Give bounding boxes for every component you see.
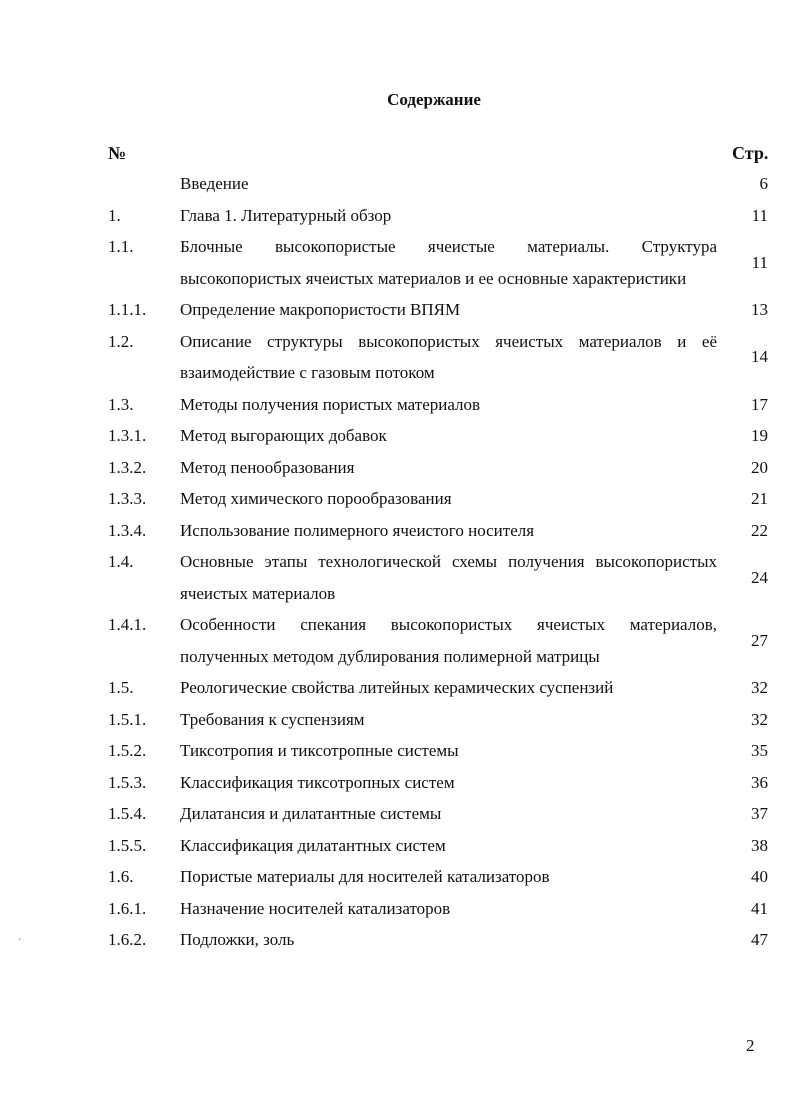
toc-entry[interactable] [108, 452, 772, 484]
toc-entry[interactable] [108, 672, 772, 704]
toc-entry-page: 47 [751, 930, 768, 949]
toc-entry-title: Определение макропористости ВПЯМ [180, 300, 461, 319]
page-column-header: Стр. [732, 143, 769, 163]
toc-entry-page: 32 [751, 678, 768, 697]
toc-entry-title: Глава 1. Литературный обзор [180, 205, 392, 225]
toc-entry-page: 20 [751, 457, 768, 477]
toc-entry-number: 1.5.2. [108, 741, 147, 760]
toc-entry-title: Классификация тиксотропных систем [180, 772, 455, 792]
page-title: Содержание [387, 90, 481, 109]
toc-entry-number: 1.6.1. [108, 898, 147, 918]
toc-entry-title: Метод химического порообразования [180, 489, 452, 508]
number-column-header: № [108, 143, 127, 163]
toc-entry-title: Требования к суспензиям [180, 709, 365, 729]
toc-entry-page: 24 [751, 567, 768, 587]
toc-entry-number: 1.1. [108, 237, 134, 256]
scan-speck: ´ [18, 938, 22, 949]
toc-entry-page: 41 [751, 898, 768, 918]
toc-entry-number: 1.5.3. [108, 772, 147, 792]
toc-entry-title: Назначение носителей катализаторов [180, 898, 451, 918]
toc-entry-title: Пористые материалы для носителей катализаторов [180, 867, 550, 886]
toc-entry-page: 17 [751, 394, 768, 414]
toc-entry-number: 1.5. [108, 678, 134, 697]
toc-entry-number: 1.6.2. [108, 930, 147, 949]
toc-entry-number: 1.1.1. [108, 300, 147, 319]
toc-entry-number: 1.5.4. [108, 804, 147, 823]
toc-entry-page: 22 [751, 520, 768, 540]
toc-entry-page: 11 [751, 252, 768, 272]
toc-entry-number: 1.4.1. [108, 615, 147, 634]
toc-entry-title: Метод выгорающих добавок [180, 426, 387, 445]
toc-entry-title: Метод пенообразования [180, 457, 355, 477]
toc-entry-number: 1.3.3. [108, 489, 147, 508]
toc-entry[interactable] [108, 924, 772, 956]
toc-entry-page: 32 [751, 709, 768, 729]
toc-entry-page: 21 [751, 489, 768, 508]
toc-entry-title: Основные этапы технологической схемы получения высокопористых ячеистых материалов [180, 552, 717, 603]
toc-entry-number: 1.5.1. [108, 709, 147, 729]
toc-entry[interactable] [108, 326, 772, 389]
toc-entry-number: 1.3. [108, 394, 134, 414]
toc-entry-title: Методы получения пористых материалов [180, 394, 481, 414]
toc-entry[interactable] [108, 546, 772, 609]
toc-entry[interactable] [108, 168, 772, 200]
page-number: 2 [746, 1036, 755, 1055]
toc-entry-page: 38 [751, 835, 768, 855]
toc-entry[interactable] [108, 735, 772, 767]
toc-entry-page: 37 [751, 804, 768, 823]
toc-entry-page: 36 [751, 772, 768, 792]
toc-entry-number: 1.2. [108, 331, 134, 351]
toc-entry-title: Подложки, золь [180, 930, 295, 949]
toc-entry[interactable] [108, 830, 772, 862]
toc-entry-page: 40 [751, 867, 768, 886]
toc-entry[interactable] [108, 420, 772, 452]
toc-entry-title: Тиксотропия и тиксотропные системы [180, 741, 459, 760]
toc-entry-title: Описание структуры высокопористых ячеистых материалов и её взаимодействие с газовым потоком [180, 331, 717, 382]
toc-entry-number [108, 168, 180, 200]
toc-entry-page: 11 [751, 205, 768, 225]
toc-entry-title: Дилатансия и дилатантные системы [180, 804, 442, 823]
toc-entry-page: 6 [759, 174, 768, 193]
toc-entry-page: 35 [751, 741, 768, 760]
toc-entry[interactable] [108, 704, 772, 736]
toc-entry[interactable] [108, 231, 772, 294]
toc-entry-number: 1.3.2. [108, 457, 147, 477]
toc-entry-number: 1.5.5. [108, 835, 147, 855]
toc-entry-title: Классификация дилатантных систем [180, 835, 446, 855]
toc-entry-page: 13 [751, 300, 768, 319]
toc-entry-number: 1. [108, 205, 121, 225]
toc-entry-number: 1.4. [108, 552, 134, 571]
toc-entry-title: Блочные высокопористые ячеистые материалы. Структура высокопористых ячеистых материалов и ее основные характеристики [180, 237, 717, 288]
toc-entry[interactable] [108, 798, 772, 830]
toc-entry-page: 19 [751, 426, 768, 445]
toc-entry-title: Использование полимерного ячеистого носителя [180, 520, 535, 540]
toc-entry[interactable] [108, 609, 772, 672]
toc-entry[interactable] [108, 389, 772, 421]
table-of-contents [108, 168, 772, 956]
toc-entry-page: 27 [751, 630, 768, 650]
toc-entry-title: Особенности спекания высокопористых ячеистых материалов, полученных методом дублирования полимерной матрицы [180, 615, 717, 666]
toc-entry-number: 1.3.1. [108, 426, 147, 445]
toc-entry[interactable] [108, 767, 772, 799]
toc-entry[interactable] [108, 483, 772, 515]
toc-entry[interactable] [108, 893, 772, 925]
toc-entry[interactable] [108, 294, 772, 326]
toc-entry[interactable] [108, 515, 772, 547]
toc-entry-number: 1.6. [108, 867, 134, 886]
toc-entry-number: 1.3.4. [108, 520, 147, 540]
toc-entry[interactable] [108, 200, 772, 232]
toc-entry-title: Реологические свойства литейных керамических суспензий [180, 678, 614, 697]
toc-entry-title: Введение [180, 174, 249, 193]
toc-entry-page: 14 [751, 347, 768, 367]
toc-entry[interactable] [108, 861, 772, 893]
